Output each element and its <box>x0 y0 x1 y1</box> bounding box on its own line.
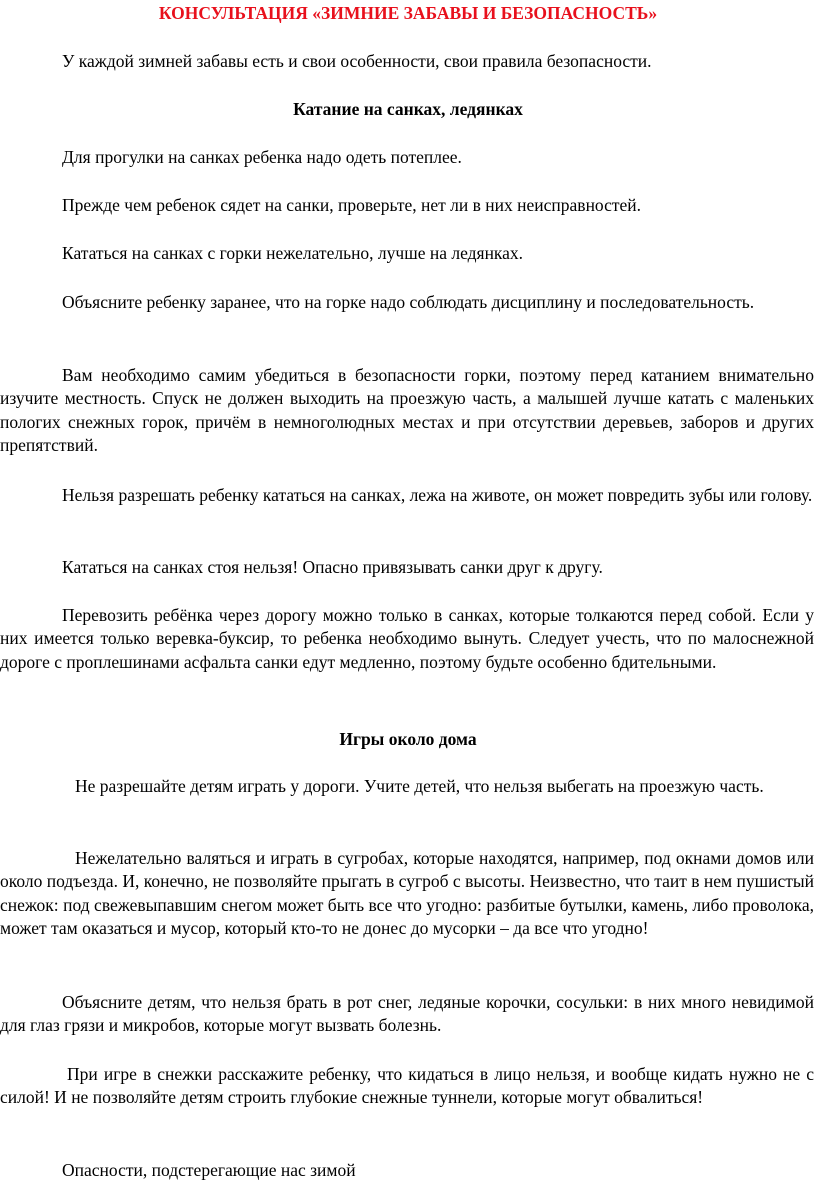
intro-paragraph: У каждой зимней забавы есть и свои особенности, свои правила безопасности. <box>62 51 652 71</box>
games-paragraph: При игре в снежки расскажите ребенку, что кидаться в лицо нельзя, и вообще кидать нужно не с силой! И не позволяйте детям строить глубокие снежные туннели, которые могут обвалиться! <box>0 1064 814 1108</box>
sledding-paragraph: Кататься на санках стоя нельзя! Опасно привязывать санки друг к другу. <box>62 557 603 577</box>
games-paragraph: Не разрешайте детям играть у дороги. Учите детей, что нельзя выбегать на проезжую часть. <box>75 776 764 796</box>
games-paragraph: Нежелательно валяться и играть в сугробах, которые находятся, например, под окнами домов или около подъезда. И, конечно, не позволяйте прыгать в сугроб с высоты. Неизвестно, что таит в нем пушистый снежок: под свежевыпавшим снегом может быть все что угодно: разбитые бутылки, камень, либо проволока, может там оказаться и мусор, который кто-то не донес до мусорки – да все что угодно! <box>0 848 814 938</box>
sledding-paragraph: Объясните ребенку заранее, что на горке надо соблюдать дисциплину и последовательность. <box>62 292 755 312</box>
sledding-paragraph: Для прогулки на санках ребенка надо одеть потеплее. <box>62 147 462 167</box>
sledding-paragraph: Вам необходимо самим убедиться в безопасности горки, поэтому перед катанием внимательно изучите местность. Спуск не должен выходить на проезжую часть, а малышей лучше катать с маленьких пологих снежных горок, причём в немноголюдных местах и при отсутствии деревьев, заборов и других препятствий. <box>0 365 814 455</box>
section-heading-sledding: Катание на санках, ледянках <box>293 99 523 119</box>
section-heading-games: Игры около дома <box>339 729 477 749</box>
sledding-paragraph: Перевозить ребёнка через дорогу можно только в санках, которые толкаются перед собой. Если у них имеется только веревка-буксир, то ребенка необходимо вынуть. Следует учесть, что по малоснежной дороге с проплешинами асфальта санки едут медленно, поэтому будьте особенно бдительными. <box>0 605 814 672</box>
sledding-paragraph: Прежде чем ребенок сядет на санки, проверьте, нет ли в них неисправностей. <box>62 195 642 215</box>
games-paragraph: Объясните детям, что нельзя брать в рот снег, ледяные корочки, сосульки: в них много невидимой для глаз грязи и микробов, которые могут вызвать болезнь. <box>0 992 814 1036</box>
sledding-paragraph: Кататься на санках с горки нежелательно, лучше на ледянках. <box>62 243 524 263</box>
sledding-paragraph: Нельзя разрешать ребенку кататься на санках, лежа на животе, он может повредить зубы или голову. <box>62 485 813 505</box>
document-title: КОНСУЛЬТАЦИЯ «ЗИМНИЕ ЗАБАВЫ И БЕЗОПАСНОСТЬ» <box>158 3 658 23</box>
next-section-heading: Опасности, подстерегающие нас зимой <box>62 1160 356 1180</box>
